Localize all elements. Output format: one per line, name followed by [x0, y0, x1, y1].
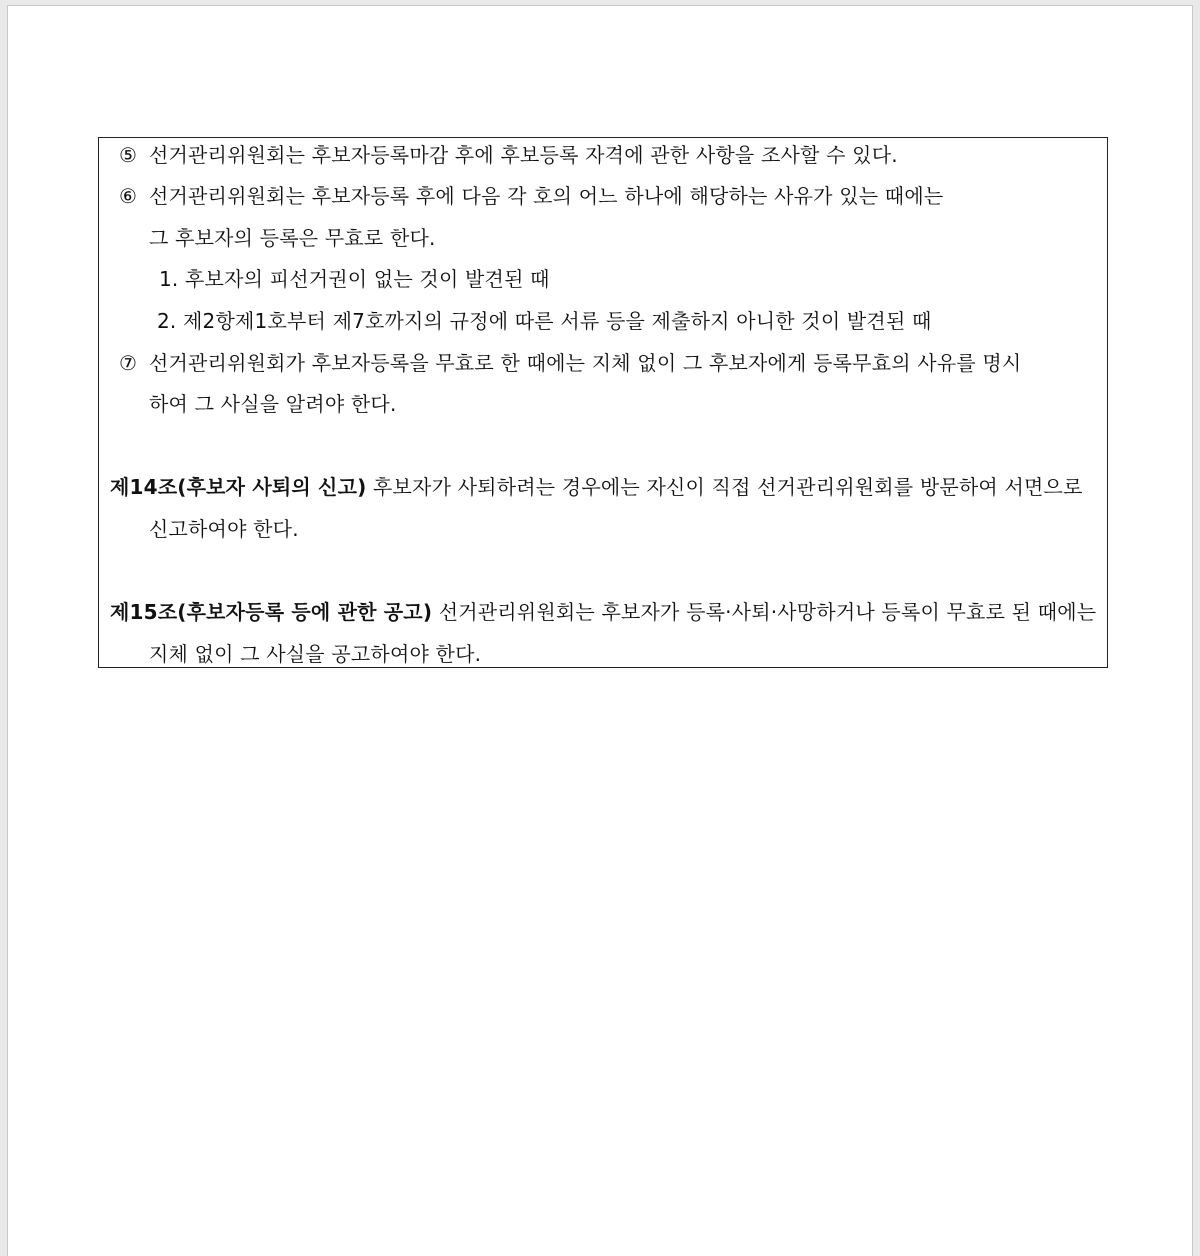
- clause-6-sub-1: [159, 266, 550, 292]
- clause-7-marker: ⑦: [119, 351, 138, 375]
- article-14-text-line1: 후보자가 사퇴하려는 경우에는 자신이 직접 선거관리위원회를 방문하여 서면으로: [366, 475, 1083, 499]
- clause-7-line2: [149, 391, 397, 417]
- article-15-text-line1: 선거관리위원회는 후보자가 등록·사퇴·사망하거나 등록이 무효로 된 때에는: [432, 600, 1097, 624]
- article-15-line2: [149, 641, 481, 667]
- clause-6-marker: ⑥: [119, 184, 138, 208]
- article-text-box: [98, 137, 1108, 668]
- article-14-line2: [149, 516, 299, 542]
- clause-5-marker: ⑤: [119, 143, 138, 167]
- clause-5-text: 선거관리위원회는 후보자등록마감 후에 후보등록 자격에 관한 사항을 조사할 수 있다.: [149, 143, 898, 167]
- clause-7-text-line2: 하여 그 사실을 알려야 한다.: [149, 392, 397, 416]
- article-14-title: 제14조(후보자 사퇴의 신고): [110, 475, 367, 499]
- clause-6-sub-2-text: 2. 제2항제1호부터 제7호까지의 규정에 따른 서류 등을 제출하지 아니한 것이 발견된 때: [157, 309, 932, 333]
- clause-6: [119, 183, 943, 209]
- article-15-text-line2: 지체 없이 그 사실을 공고하여야 한다.: [149, 642, 482, 666]
- article-14-text-line2: 신고하여야 한다.: [149, 517, 299, 541]
- clause-6-line2: [149, 225, 436, 251]
- clause-6-sub-1-text: 1. 후보자의 피선거권이 없는 것이 발견된 때: [159, 267, 550, 291]
- article-14: [110, 474, 1083, 500]
- document-page: [7, 5, 1193, 1256]
- clause-7-text-line1: 선거관리위원회가 후보자등록을 무효로 한 때에는 지체 없이 그 후보자에게 등록무효의 사유를 명시: [149, 351, 1022, 375]
- clause-7: [119, 350, 1021, 376]
- clause-6-text-line1: 선거관리위원회는 후보자등록 후에 다음 각 호의 어느 하나에 해당하는 사유가 있는 때에는: [149, 184, 944, 208]
- clause-5: [119, 142, 898, 168]
- article-15: [110, 599, 1096, 625]
- article-15-title: 제15조(후보자등록 등에 관한 공고): [110, 600, 433, 624]
- clause-6-sub-2: [157, 308, 932, 334]
- clause-6-text-line2: 그 후보자의 등록은 무효로 한다.: [149, 226, 436, 250]
